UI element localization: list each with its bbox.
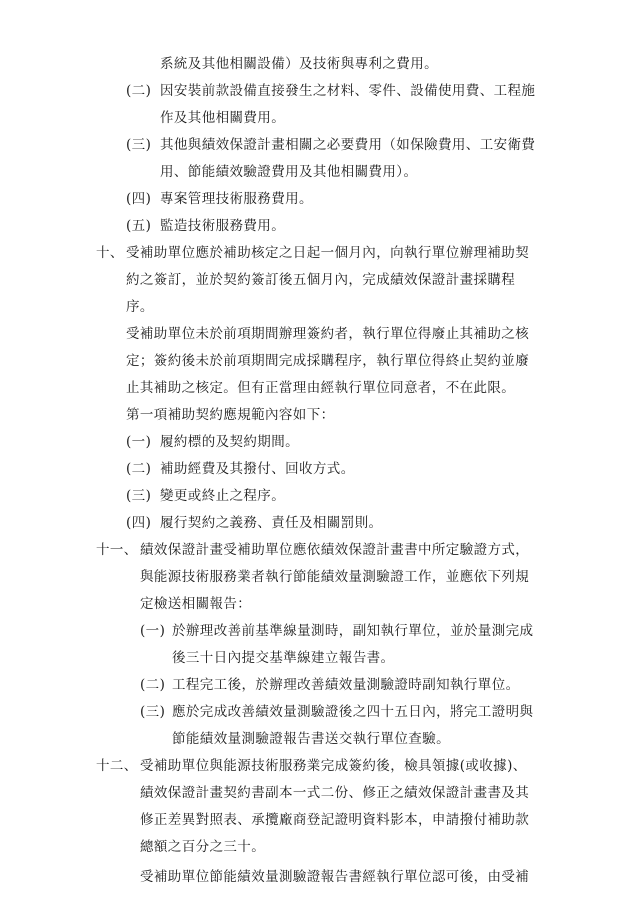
text-line: 履約標的及契約期間。 bbox=[160, 434, 299, 450]
text-line: 應於完成改善績效量測驗證後之四十五日內，將完工證明與 bbox=[172, 704, 534, 720]
text-line: 專案管理技術服務費用。 bbox=[160, 191, 313, 207]
text-line: 因安裝前款設備直接發生之材料、零件、設備使用費、工程施 bbox=[160, 83, 536, 99]
text-line: 作及其他相關費用。 bbox=[160, 110, 286, 126]
text-line: 節能績效量測驗證報告書送交執行單位查驗。 bbox=[172, 731, 450, 747]
section-label: 十、 bbox=[96, 245, 124, 261]
item-label: (三) bbox=[140, 704, 166, 720]
item-label: (三) bbox=[126, 488, 152, 504]
text-line: 受補助單位與能源技術服務業完成簽約後，檢具領據(或收據)、 bbox=[140, 758, 527, 774]
item-label: (二) bbox=[140, 677, 166, 693]
item-label: (三) bbox=[126, 137, 152, 153]
text-line: 變更或終止之程序。 bbox=[160, 488, 286, 504]
text-line: 系統及其他相關設備）及技術與專利之費用。 bbox=[160, 56, 438, 72]
text-line: 工程完工後，於辦理改善績效量測驗證時副知執行單位。 bbox=[172, 677, 520, 693]
text-line: 用、節能績效驗證費用及其他相關費用）。 bbox=[160, 164, 418, 180]
text-line: 於辦理改善前基準線量測時，副知執行單位，並於量測完成 bbox=[172, 623, 534, 639]
text-line: 受補助單位應於補助核定之日起一個月內，向執行單位辦理補助契 bbox=[126, 245, 530, 261]
item-label: (二) bbox=[126, 83, 152, 99]
text-line: 補助經費及其撥付、回收方式。 bbox=[160, 461, 355, 477]
item-label: (二) bbox=[126, 461, 152, 477]
item-label: (四) bbox=[126, 191, 152, 207]
section-label: 十二、 bbox=[96, 758, 138, 774]
text-line: 績效保證計畫契約書副本一式二份、修正之績效保證計畫書及其 bbox=[140, 785, 530, 801]
text-line: 與能源技術服務業者執行節能績效量測驗證工作，並應依下列規 bbox=[140, 569, 530, 585]
text-line: 其他與績效保證計畫相關之必要費用（如保險費用、工安衛費 bbox=[160, 137, 536, 153]
item-label: (一) bbox=[126, 434, 152, 450]
text-line: 止其補助之核定。但有正當理由經執行單位同意者，不在此限。 bbox=[126, 380, 516, 396]
section-label: 十一、 bbox=[96, 542, 138, 558]
text-line: 受補助單位節能績效量測驗證報告書經執行單位認可後，由受補 bbox=[140, 869, 530, 885]
text-line: 序。 bbox=[126, 299, 154, 315]
text-line: 定檢送相關報告： bbox=[140, 596, 252, 612]
text-line: 第一項補助契約應規範內容如下： bbox=[126, 407, 335, 423]
item-label: (五) bbox=[126, 218, 152, 234]
text-line: 受補助單位未於前項期間辦理簽約者，執行單位得廢止其補助之核 bbox=[126, 326, 530, 342]
item-label: (四) bbox=[126, 515, 152, 531]
text-line: 定；簽約後未於前項期間完成採購程序，執行單位得終止契約並廢 bbox=[126, 353, 530, 369]
text-line: 履行契約之義務、責任及相關罰則。 bbox=[160, 515, 383, 531]
text-line: 約之簽訂，並於契約簽訂後五個月內，完成績效保證計畫採購程 bbox=[126, 272, 516, 288]
text-line: 監造技術服務費用。 bbox=[160, 218, 286, 234]
text-line: 績效保證計畫受補助單位應依績效保證計畫書中所定驗證方式， bbox=[140, 542, 530, 558]
item-label: (一) bbox=[140, 623, 166, 639]
text-line: 修正差異對照表、承攬廠商登記證明資料影本，申請撥付補助款 bbox=[140, 812, 530, 828]
text-line: 總額之百分之三十。 bbox=[140, 839, 266, 855]
text-line: 後三十日內提交基準線建立報告書。 bbox=[172, 650, 395, 666]
